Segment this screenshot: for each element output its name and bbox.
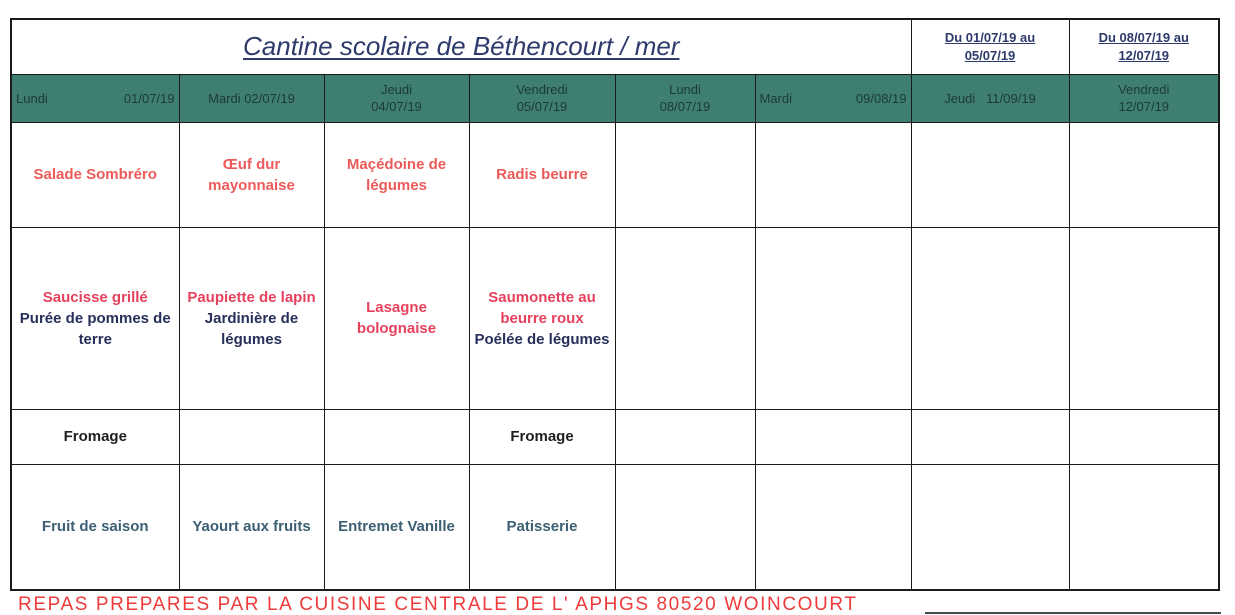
day-header-row <box>11 74 1219 122</box>
day-name: Vendredi <box>516 82 568 97</box>
week1-range-line1: Du 01/07/19 au <box>944 29 1036 45</box>
day-header-8 <box>1069 74 1219 122</box>
footer-underline <box>925 612 1221 614</box>
day-header-7 <box>911 74 1069 122</box>
dish-side: Purée de pommes de terre <box>19 309 171 348</box>
empty-cell <box>911 409 1069 464</box>
empty-cell <box>1069 409 1219 464</box>
dish-name: Fromage <box>63 428 127 445</box>
week2-range-line1: Du 08/07/19 au <box>1098 29 1189 45</box>
week1-range <box>911 19 1069 74</box>
dish-main: Paupiette de lapin <box>187 288 316 306</box>
fromage-cell <box>179 409 324 464</box>
dish-main: Lasagne bolognaise <box>356 299 437 337</box>
title-cell <box>11 19 911 74</box>
plat-cell <box>11 227 179 409</box>
fromage-cell <box>469 409 615 464</box>
empty-cell <box>911 122 1069 227</box>
day-header-6 <box>755 74 911 122</box>
week1-range-line2: 05/07/19 <box>964 47 1016 63</box>
day-header-1 <box>11 74 179 122</box>
plat-cell <box>324 227 469 409</box>
dessert-cell <box>11 464 179 590</box>
empty-cell <box>1069 227 1219 409</box>
day-date: 12/07/19 <box>1118 99 1170 114</box>
dessert-cell <box>179 464 324 590</box>
day-date: 08/07/19 <box>659 99 711 114</box>
empty-cell <box>615 227 755 409</box>
week2-range <box>1069 19 1219 74</box>
week2-range-line2: 12/07/19 <box>1118 47 1170 63</box>
fromage-cell <box>11 409 179 464</box>
day-header-2 <box>179 74 324 122</box>
entree-cell <box>324 122 469 227</box>
dish-name: Radis beurre <box>496 166 588 183</box>
dish-main: Saucisse grillé <box>42 288 148 306</box>
plat-cell <box>179 227 324 409</box>
day-name: Mardi 02/07/19 <box>208 90 295 106</box>
dish-name: Patisserie <box>506 518 578 536</box>
footer-note: REPAS PREPARES PAR LA CUISINE CENTRALE DE L' APHGS 80520 WOINCOURT <box>18 594 858 615</box>
day-name: Vendredi <box>1118 82 1170 97</box>
empty-cell <box>755 464 911 590</box>
day-date: 01/07/19 <box>123 90 175 106</box>
day-date: 11/09/19 <box>986 90 1036 106</box>
dessert-row <box>11 464 1219 590</box>
empty-cell <box>615 122 755 227</box>
dish-name: Œuf dur mayonnaise <box>208 155 295 194</box>
day-name: Lundi <box>669 82 701 97</box>
empty-cell <box>911 464 1069 590</box>
empty-cell <box>1069 464 1219 590</box>
dish-name: Salade Sombréro <box>33 166 157 183</box>
plat-row <box>11 227 1219 409</box>
day-name: Lundi <box>16 90 48 106</box>
fromage-row <box>11 409 1219 464</box>
plat-cell <box>469 227 615 409</box>
day-header-5 <box>615 74 755 122</box>
entree-row <box>11 122 1219 227</box>
empty-cell <box>911 227 1069 409</box>
day-date: 05/07/19 <box>516 99 568 114</box>
page-title: Cantine scolaire de Béthencourt / mer <box>243 31 680 62</box>
entree-cell <box>179 122 324 227</box>
dish-side: Poélée de légumes <box>474 330 610 348</box>
day-name: Jeudi <box>944 90 976 106</box>
empty-cell <box>1069 122 1219 227</box>
fromage-cell <box>324 409 469 464</box>
dish-name: Maçédoine de légumes <box>346 155 447 194</box>
dessert-cell <box>469 464 615 590</box>
empty-cell <box>755 122 911 227</box>
day-date: 09/08/19 <box>855 90 907 106</box>
day-name: Mardi <box>759 90 793 106</box>
dish-name: Entremet Vanille <box>338 518 455 536</box>
day-header-3 <box>324 74 469 122</box>
dish-name: Yaourt aux fruits <box>192 518 311 536</box>
dish-side: Jardinière de légumes <box>204 309 299 348</box>
entree-cell <box>11 122 179 227</box>
dessert-cell <box>324 464 469 590</box>
empty-cell <box>755 409 911 464</box>
dish-name: Fromage <box>510 428 574 445</box>
entree-cell <box>469 122 615 227</box>
day-date: 04/07/19 <box>371 99 422 114</box>
day-name: Jeudi <box>380 82 413 97</box>
empty-cell <box>615 464 755 590</box>
dish-name: Fruit de saison <box>41 518 149 536</box>
empty-cell <box>755 227 911 409</box>
dish-main: Saumonette au beurre roux <box>488 288 596 327</box>
menu-table <box>10 18 1220 591</box>
empty-cell <box>615 409 755 464</box>
day-header-4 <box>469 74 615 122</box>
